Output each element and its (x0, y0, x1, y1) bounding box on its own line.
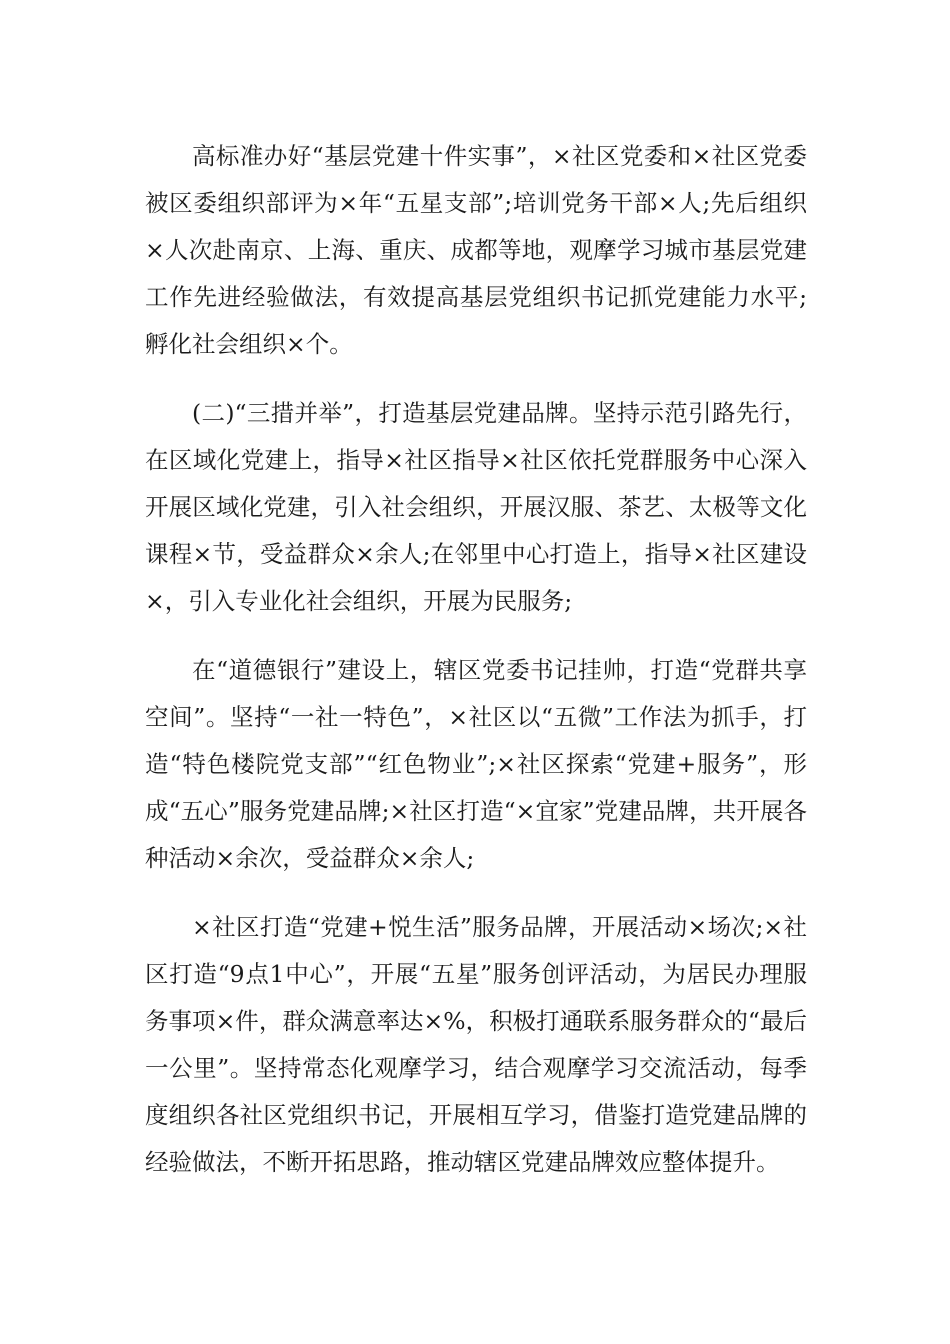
paragraph-2: (二)“三措并举”，打造基层党建品牌。坚持示范引路先行，在区域化党建上，指导×社区指导×社区依托党群服务中心深入开展区域化党建，引入社会组织，开展汉服、茶艺、太极等文化课程×节，受益群众×余人;在邻里中心打造上，指导×社区建设×，引入专业化社会组织，开展为民服务; (145, 399, 807, 615)
paragraph-3: 在“道德银行”建设上，辖区党委书记挂帅，打造“党群共享空间”。坚持“一社一特色”，×社区以“五微”工作法为抓手，打造“特色楼院党支部”“红色物业”;×社区探索“党建+服务”，形成“五心”服务党建品牌;×社区打造“×宜家”党建品牌，共开展各种活动×余次，受益群众×余人; (145, 656, 807, 872)
document-body (145, 133, 807, 1186)
paragraph-1: 高标准办好“基层党建十件实事”，×社区党委和×社区党委被区委组织部评为×年“五星支部”;培训党务干部×人;先后组织×人次赴南京、上海、重庆、成都等地，观摩学习城市基层党建工作先进经验做法，有效提高基层党组织书记抓党建能力水平;孵化社会组织×个。 (145, 142, 807, 358)
paragraph-4: ×社区打造“党建+悦生活”服务品牌，开展活动×场次;×社区打造“9点1中心”，开展“五星”服务创评活动，为居民办理服务事项×件，群众满意率达×%，积极打通联系服务群众的“最后一公里”。坚持常态化观摩学习，结合观摩学习交流活动，每季度组织各社区党组织书记，开展相互学习，借鉴打造党建品牌的经验做法，不断开拓思路，推动辖区党建品牌效应整体提升。 (145, 913, 807, 1176)
